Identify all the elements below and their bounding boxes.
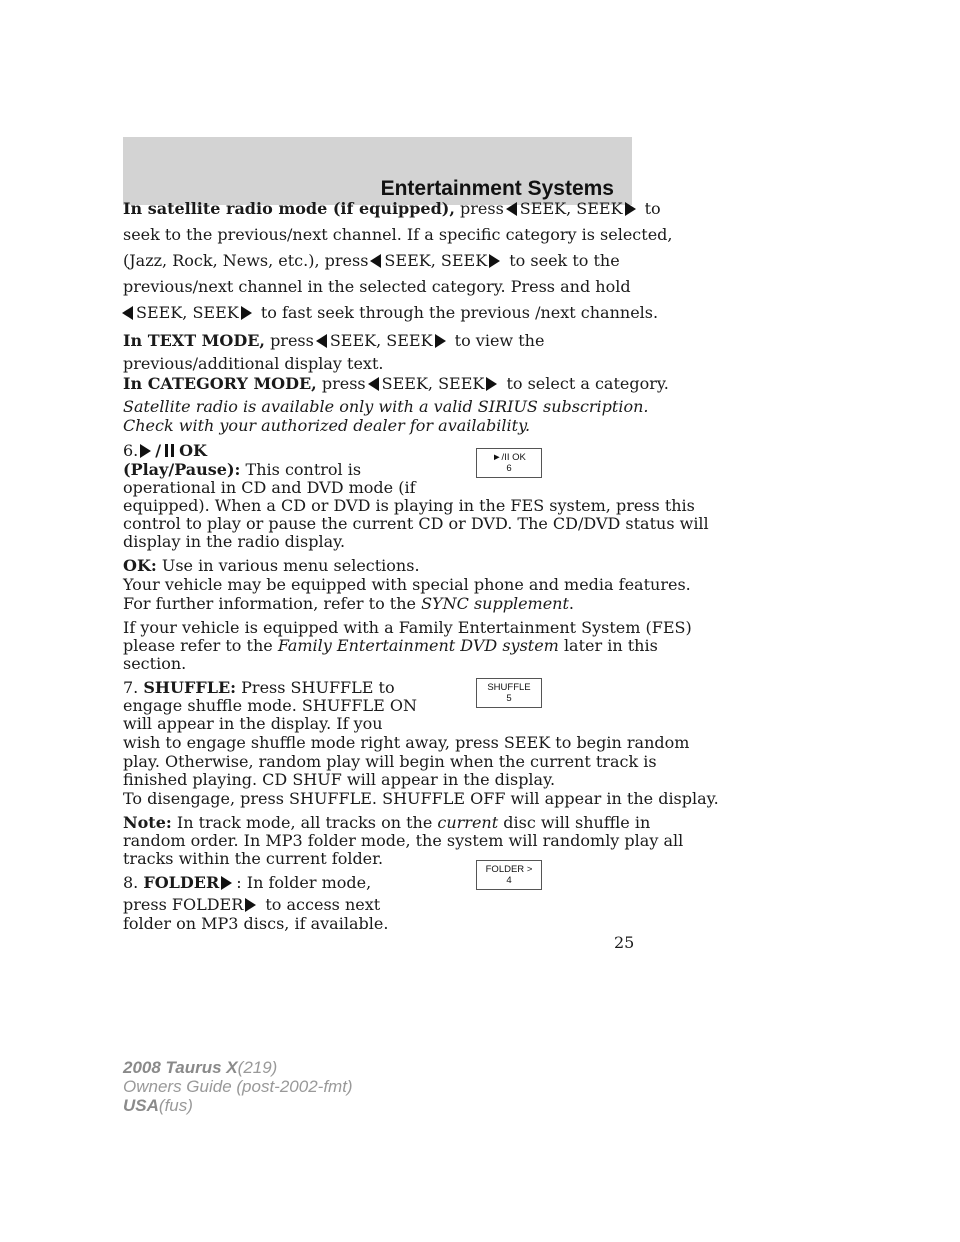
- text-line: finished playing. CD SHUF will appear in the display.: [123, 770, 556, 789]
- item-7-heading: 7. SHUFFLE: Press SHUFFLE to: [123, 678, 395, 697]
- text-line: Your vehicle may be equipped with special phone and media features.: [123, 575, 691, 594]
- seek-left-icon: [122, 306, 133, 320]
- text-mode-line: In TEXT MODE, press SEEK, SEEK to view the: [123, 331, 545, 350]
- text-line: please refer to the Family Entertainment DVD system later in this: [123, 636, 658, 655]
- italic-note: Check with your authorized dealer for availability.: [123, 416, 531, 435]
- folder-right-icon: [221, 876, 232, 890]
- seek-right-icon: [486, 377, 497, 391]
- seek-right-icon: [489, 254, 500, 268]
- shuffle-button: SHUFFLE 5: [476, 678, 542, 708]
- text-line: To disengage, press SHUFFLE. SHUFFLE OFF will appear in the display.: [123, 789, 719, 808]
- text-line: display in the radio display.: [123, 532, 346, 551]
- text-line: play. Otherwise, random play will begin when the current track is: [123, 752, 657, 771]
- seek-right-icon: [435, 334, 446, 348]
- pause-icon: [165, 444, 175, 457]
- text-line: folder on MP3 discs, if available.: [123, 914, 389, 933]
- text-line: previous/next channel in the selected category. Press and hold: [123, 277, 631, 296]
- text-line: wish to engage shuffle mode right away, press SEEK to begin random: [123, 733, 690, 752]
- play-pause-ok-button: ►/II OK 6: [476, 448, 542, 478]
- text-line: equipped). When a CD or DVD is playing in the FES system, press this: [123, 496, 695, 515]
- seek-right-icon: [625, 202, 636, 216]
- chevron-right-icon: >: [526, 864, 533, 875]
- item-6-heading: 6. / OK: [123, 441, 207, 460]
- text-line: will appear in the display. If you: [123, 714, 383, 733]
- text-line: operational in CD and DVD mode (if: [123, 478, 416, 497]
- page-number: 25: [614, 933, 635, 952]
- text-line: engage shuffle mode. SHUFFLE ON: [123, 696, 418, 715]
- seek-left-icon: [506, 202, 517, 216]
- text-line: tracks within the current folder.: [123, 849, 384, 868]
- folder-button: FOLDER > 4: [476, 860, 542, 890]
- text-line: OK: Use in various menu selections.: [123, 556, 420, 575]
- seek-left-icon: [316, 334, 327, 348]
- text-line: seek to the previous/next channel. If a specific category is selected,: [123, 225, 673, 244]
- text-line: previous/additional display text.: [123, 354, 384, 373]
- text-line: section.: [123, 654, 187, 673]
- italic-note: Satellite radio is available only with a valid SIRIUS subscription.: [123, 397, 649, 416]
- text-line: If your vehicle is equipped with a Family Entertainment System (FES): [123, 618, 692, 637]
- text-line: (Play/Pause): This control is: [123, 460, 362, 479]
- item-8-heading: 8. FOLDER : In folder mode,: [123, 873, 372, 892]
- play-icon: [140, 444, 151, 458]
- text-line: SEEK, SEEK to fast seek through the previous /next channels.: [120, 303, 658, 323]
- category-mode-line: In CATEGORY MODE, press SEEK, SEEK to select a category.: [123, 374, 669, 393]
- text-line: (Jazz, Rock, News, etc.), press SEEK, SEEK to seek to the: [123, 251, 620, 270]
- seek-left-icon: [368, 377, 379, 391]
- folder-right-icon: [245, 898, 256, 912]
- text-line: For further information, refer to the SYNC supplement.: [123, 594, 574, 613]
- section-header: [123, 137, 632, 205]
- section-title: Entertainment Systems: [380, 177, 614, 200]
- text-line: control to play or pause the current CD or DVD. The CD/DVD status will: [123, 514, 709, 533]
- seek-left-icon: [370, 254, 381, 268]
- footer: 2008 Taurus X(219) Owners Guide (post-2002-fmt) USA(fus): [123, 1058, 353, 1115]
- satellite-line: In satellite radio mode (if equipped), press SEEK, SEEK to: [123, 199, 661, 218]
- seek-right-icon: [241, 306, 252, 320]
- text-line: random order. In MP3 folder mode, the system will randomly play all: [123, 831, 684, 850]
- text-line: press FOLDER to access next: [123, 895, 381, 914]
- text-line: Note: In track mode, all tracks on the current disc will shuffle in: [123, 813, 651, 832]
